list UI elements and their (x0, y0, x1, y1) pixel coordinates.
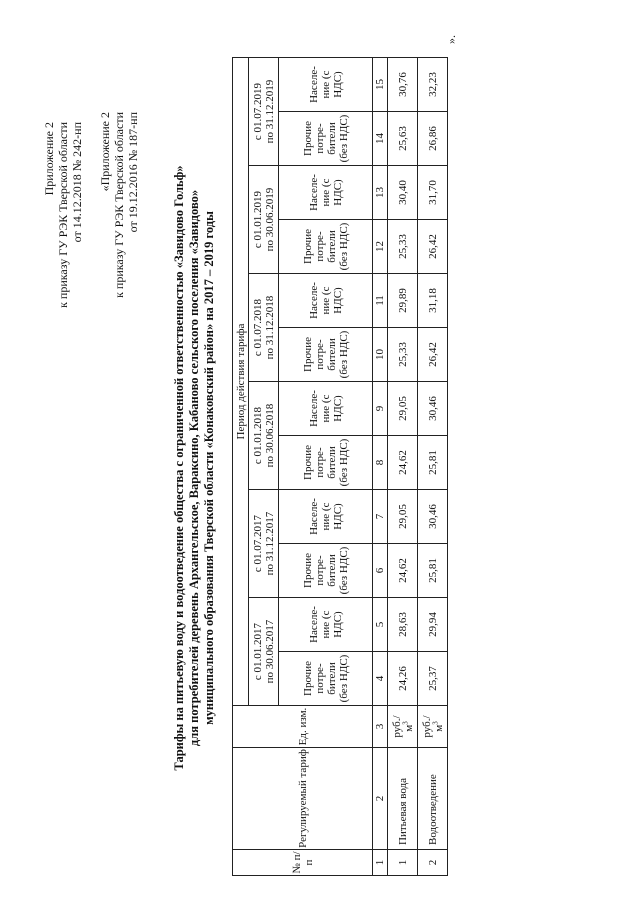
title-line-2: для потребителей деревень Архангельское, Вараксино, Кабаново сельского поселения «Завидово» (187, 189, 201, 747)
header-period: Период действия тарифа (233, 58, 249, 706)
consumer-population-cell: Населе-ние (с НДС) (279, 274, 373, 328)
period-cell (249, 274, 279, 382)
tariff-value: 24,26 (388, 652, 418, 706)
previous-annotation (98, 112, 140, 298)
period-cell (249, 598, 279, 706)
column-number: 10 (373, 328, 388, 382)
unit-top: руб./ (420, 715, 433, 738)
period-from: с 01.07.2018 (251, 298, 264, 357)
unit-base: м (402, 724, 415, 732)
period-cell (249, 166, 279, 274)
row-name: Питьевая вода (388, 748, 418, 850)
tariff-value: 25,63 (388, 112, 418, 166)
tariff-value: 29,05 (388, 382, 418, 436)
consumer-population-cell: Населе-ние (с НДС) (279, 490, 373, 544)
tariff-value: 30,46 (418, 382, 448, 436)
tariff-value: 30,76 (388, 58, 418, 112)
period-from: с 01.07.2019 (251, 82, 264, 141)
tariff-value: 31,18 (418, 274, 448, 328)
tariff-value: 31,70 (418, 166, 448, 220)
period-to: по 31.12.2018 (263, 295, 276, 360)
unit-top: руб./ (390, 715, 403, 738)
tariff-value: 25,81 (418, 544, 448, 598)
consumer-other-cell: Прочие потре-бители (без НДС) (279, 436, 373, 490)
column-number: 13 (373, 166, 388, 220)
tariff-value: 32,23 (418, 58, 448, 112)
tariff-value: 26,86 (418, 112, 448, 166)
row-unit (388, 706, 418, 748)
consumer-other-cell: Прочие потре-бители (без НДС) (279, 652, 373, 706)
column-number: 2 (373, 748, 388, 850)
period-to: по 31.12.2019 (263, 79, 276, 144)
title-line-3: муниципального образования Тверской области «Конаковский район» на 2017 – 2019 годы (202, 211, 216, 725)
tariff-value: 25,37 (418, 652, 448, 706)
tariff-value: 25,81 (418, 436, 448, 490)
unit-bottom (430, 707, 445, 746)
consumer-population-cell: Населе-ние (с НДС) (279, 598, 373, 652)
consumer-other-cell: Прочие потре-бители (без НДС) (279, 112, 373, 166)
tariff-value: 26,42 (418, 328, 448, 382)
tariff-value: 25,33 (388, 328, 418, 382)
title-line-1: Тарифы на питьевую воду и водоотведение общества с ограниченной ответственностью «Завидово Гольф» (172, 165, 186, 771)
period-from: с 01.07.2017 (251, 514, 264, 573)
column-number: 5 (373, 598, 388, 652)
header-tariff: Регулируемый тариф (233, 748, 373, 850)
period-to: по 31.12.2017 (263, 511, 276, 576)
unit-bottom (400, 707, 415, 746)
annotation-line: «Приложение 2 (98, 112, 112, 192)
column-number: 1 (373, 850, 388, 876)
column-number: 12 (373, 220, 388, 274)
approval-annotation (42, 122, 84, 308)
consumer-population-cell: Населе-ние (с НДС) (279, 382, 373, 436)
period-to: по 30.06.2018 (263, 403, 276, 468)
consumer-population-cell: Населе-ние (с НДС) (279, 58, 373, 112)
column-number: 4 (373, 652, 388, 706)
column-number: 15 (373, 58, 388, 112)
unit-exponent: 3 (430, 721, 439, 725)
column-number-row (373, 58, 388, 876)
consumer-other-cell: Прочие потре-бители (без НДС) (279, 220, 373, 274)
table-row (418, 58, 448, 876)
column-number: 3 (373, 706, 388, 748)
annotation-line: от 14.12.2018 № 242-нп (70, 122, 84, 243)
consumer-other-cell: Прочие потре-бители (без НДС) (279, 328, 373, 382)
period-from: с 01.01.2019 (251, 190, 264, 249)
tariff-value: 24,62 (388, 544, 418, 598)
annotation-line: Приложение 2 (42, 122, 56, 196)
tariff-value: 29,05 (388, 490, 418, 544)
tariff-value: 30,40 (388, 166, 418, 220)
period-cell (249, 490, 279, 598)
period-cell (249, 382, 279, 490)
period-cell (249, 58, 279, 166)
tariff-value: 28,63 (388, 598, 418, 652)
row-name: Водоотведение (418, 748, 448, 850)
header-row-period (233, 58, 249, 876)
tariff-value: 24,62 (388, 436, 418, 490)
header-unit: Ед. изм. (233, 706, 373, 748)
row-unit (418, 706, 448, 748)
tariff-value: 29,94 (418, 598, 448, 652)
period-from: с 01.01.2018 (251, 406, 264, 465)
header-num: № п/п (233, 850, 373, 876)
unit-base: м (432, 724, 445, 732)
period-from: с 01.01.2017 (251, 622, 264, 681)
column-number: 9 (373, 382, 388, 436)
consumer-population-cell: Населе-ние (с НДС) (279, 166, 373, 220)
annotation-line: от 19.12.2016 № 187-нп (126, 112, 140, 233)
tariff-value: 30,46 (418, 490, 448, 544)
tariff-value: 29,89 (388, 274, 418, 328)
annotation-line: к приказу ГУ РЭК Тверской области (56, 122, 70, 308)
column-number: 7 (373, 490, 388, 544)
tariff-table-body (233, 58, 448, 876)
table-row (388, 58, 418, 876)
period-to: по 30.06.2019 (263, 187, 276, 252)
column-number: 14 (373, 112, 388, 166)
closing-mark: ». (444, 35, 458, 44)
column-number: 11 (373, 274, 388, 328)
row-num: 1 (388, 850, 418, 876)
tariff-value: 25,33 (388, 220, 418, 274)
tariff-table (232, 57, 448, 876)
unit-exponent: 3 (400, 721, 409, 725)
document-title (172, 128, 217, 808)
row-num: 2 (418, 850, 448, 876)
period-to: по 30.06.2017 (263, 619, 276, 684)
column-number: 6 (373, 544, 388, 598)
consumer-other-cell: Прочие потре-бители (без НДС) (279, 544, 373, 598)
annotation-line: к приказу ГУ РЭК Тверской области (112, 112, 126, 298)
column-number: 8 (373, 436, 388, 490)
tariff-value: 26,42 (418, 220, 448, 274)
